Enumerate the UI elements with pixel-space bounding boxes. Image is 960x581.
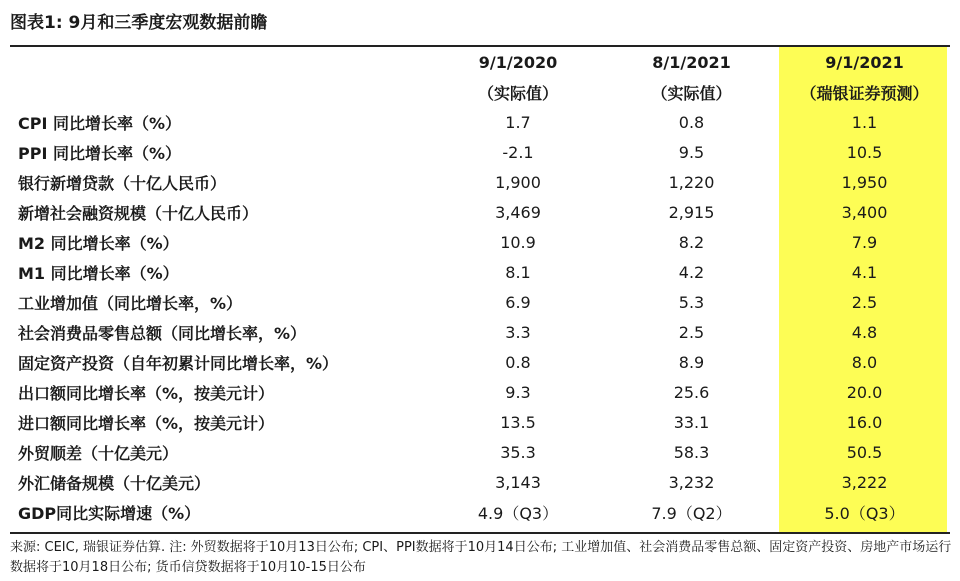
- table-row: [10, 197, 950, 227]
- value-2020: 6.9: [505, 292, 531, 312]
- value-2021-aug: 0.8: [678, 112, 705, 132]
- value-forecast: 16.0: [846, 412, 883, 432]
- header-date-2020: 9/1/2020: [478, 52, 558, 72]
- value-forecast: 20.0: [846, 382, 883, 402]
- value-2021-aug: 1,220: [668, 172, 715, 192]
- table-row: [10, 407, 950, 437]
- table-row: [10, 347, 950, 377]
- table-row: [10, 167, 950, 197]
- value-forecast: 4.8: [851, 322, 878, 342]
- table-row: [10, 437, 950, 467]
- value-2020: 3,143: [495, 472, 541, 492]
- value-2020: 8.1: [505, 262, 531, 282]
- row-label: 工业增加值（同比增长率，%）: [18, 293, 243, 313]
- header-kind-2021-aug: （实际值）: [651, 83, 732, 103]
- value-2020: 3.3: [505, 322, 531, 342]
- row-label: GDP同比实际增速（%）: [18, 503, 201, 523]
- table-row: [10, 257, 950, 287]
- row-label: 社会消费品零售总额（同比增长率，%）: [18, 323, 307, 343]
- value-2021-aug: 8.9: [678, 352, 705, 372]
- row-label: 外汇储备规模（十亿美元）: [18, 473, 211, 493]
- value-2020: 1,900: [495, 172, 541, 192]
- value-2021-aug: 4.2: [678, 262, 705, 282]
- value-forecast: 10.5: [846, 142, 883, 162]
- value-forecast: 50.5: [846, 442, 883, 462]
- value-2020: 3,469: [495, 202, 541, 222]
- bottom-rule: [10, 532, 950, 534]
- table-row: [10, 317, 950, 347]
- value-forecast: 8.0: [851, 352, 878, 372]
- value-forecast: 2.5: [851, 292, 878, 312]
- source-note: 来源: CEIC, 瑞银证券估算. 注: 外贸数据将于10月13日公布; CPI、PPI数据将于10月14日公布; 工业增加值、社会消费品零售总额、固定资产投资、房地产市场运行数据将于10月18日公布; 货币信贷数据将于10月10-15日公布: [10, 540, 952, 575]
- table-row: [10, 287, 950, 317]
- value-2021-aug: 5.3: [678, 292, 705, 312]
- table-row: [10, 377, 950, 407]
- macro-data-table: [10, 47, 950, 527]
- row-label: PPI 同比增长率（%）: [18, 143, 182, 163]
- value-2021-aug: 25.6: [673, 382, 710, 402]
- value-forecast: 7.9: [851, 232, 878, 252]
- row-label: M2 同比增长率（%）: [18, 233, 179, 253]
- value-2020: 10.9: [500, 232, 536, 252]
- table-body: [10, 107, 950, 527]
- row-label: CPI 同比增长率（%）: [18, 113, 182, 133]
- row-label: 固定资产投资（自年初累计同比增长率，%）: [18, 353, 339, 373]
- row-label: M1 同比增长率（%）: [18, 263, 179, 283]
- value-forecast: 4.1: [851, 262, 878, 282]
- table-row: [10, 497, 950, 527]
- row-label: 出口额同比增长率（%，按美元计）: [18, 383, 275, 403]
- chart-title: 图表1: 9月和三季度宏观数据前瞻: [10, 13, 268, 33]
- value-forecast: 1,950: [841, 172, 888, 192]
- value-2021-aug: 2.5: [678, 322, 705, 342]
- value-forecast: 3,222: [841, 472, 888, 492]
- value-2021-aug: 58.3: [673, 442, 710, 462]
- value-2020: 9.3: [505, 382, 531, 402]
- value-2020: 35.3: [500, 442, 536, 462]
- table-row: [10, 227, 950, 257]
- value-2020: -2.1: [502, 142, 534, 162]
- value-2021-aug: 9.5: [678, 142, 705, 162]
- header-blank: [10, 47, 432, 77]
- value-forecast: 3,400: [841, 202, 888, 222]
- value-2020: 4.9（Q3）: [477, 503, 559, 523]
- header-kind-forecast: （瑞银证券预测）: [800, 83, 929, 103]
- value-2020: 1.7: [505, 112, 531, 132]
- value-forecast: 1.1: [851, 112, 878, 132]
- header-kind-2020: （实际值）: [477, 83, 558, 103]
- header-blank-2: [10, 77, 432, 107]
- row-label: 外贸顺差（十亿美元）: [18, 443, 179, 463]
- value-2021-aug: 33.1: [673, 412, 710, 432]
- value-2020: 0.8: [505, 352, 531, 372]
- row-label: 新增社会融资规模（十亿人民币）: [18, 203, 259, 223]
- value-2021-aug: 2,915: [668, 202, 715, 222]
- value-2021-aug: 8.2: [678, 232, 705, 252]
- value-2020: 13.5: [500, 412, 536, 432]
- table-row: [10, 467, 950, 497]
- header-date-2021-aug: 8/1/2021: [652, 52, 731, 72]
- value-forecast: 5.0（Q3）: [824, 503, 905, 523]
- row-label: 进口额同比增长率（%，按美元计）: [18, 413, 275, 433]
- table-row: [10, 107, 950, 137]
- header-date-2021-sep: 9/1/2021: [825, 52, 904, 72]
- table-header: [10, 47, 950, 107]
- row-label: 银行新增贷款（十亿人民币）: [18, 173, 227, 193]
- value-2021-aug: 7.9（Q2）: [651, 503, 732, 523]
- table-row: [10, 137, 950, 167]
- value-2021-aug: 3,232: [668, 472, 715, 492]
